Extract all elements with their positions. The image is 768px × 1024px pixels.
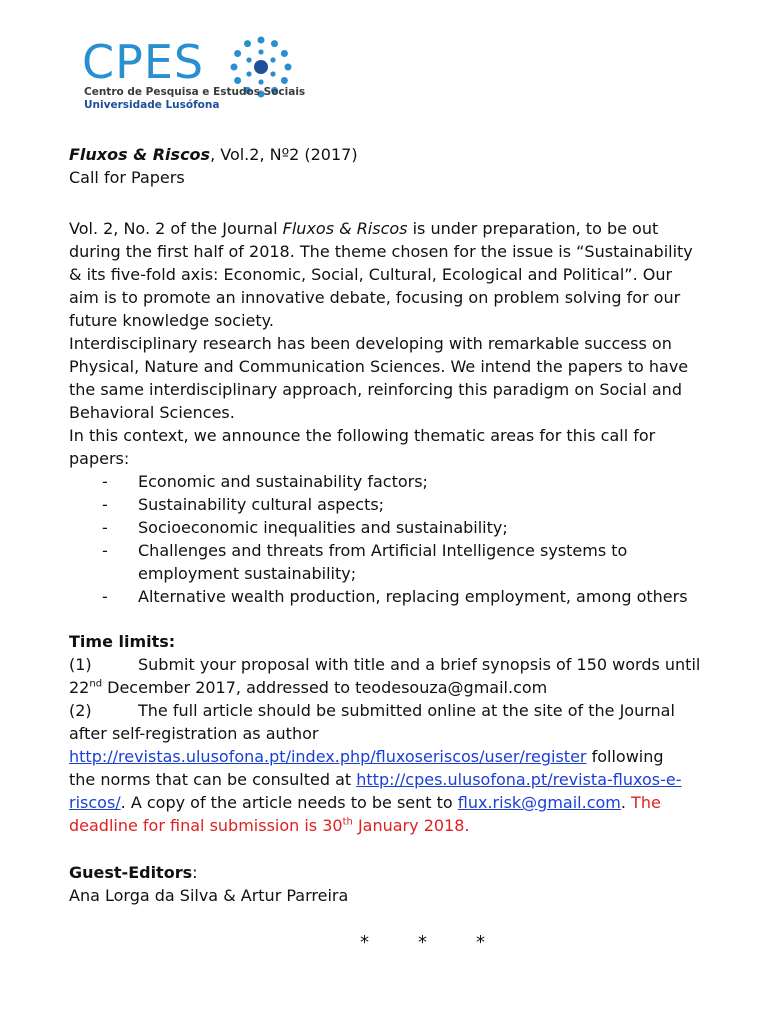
norms-link-continued[interactable]: riscos/ — [69, 793, 121, 812]
journal-title — [69, 143, 744, 166]
step-2-line: riscos/. A copy of the article needs to be sent to flux.risk@gmail.com. The — [69, 793, 661, 812]
journal-name: Fluxos & Riscos — [69, 145, 211, 164]
intro-line: future knowledge society. — [69, 311, 274, 330]
list-item: - Challenges and threats from Artificial Intelligence systems to — [102, 541, 628, 560]
step-2-line: the norms that can be consulted at http://cpes.ulusofona.pt/revista-fluxos-e- — [69, 770, 682, 789]
list-item: - Sustainability cultural aspects; — [102, 495, 385, 514]
separator-star: * — [360, 932, 369, 953]
intro-line: Vol. 2, No. 2 of the Journal Fluxos & Riscos is under preparation, to be out — [69, 219, 659, 238]
deadline-text: The — [625, 793, 661, 812]
list-item-continuation: employment sustainability; — [138, 564, 357, 583]
cpes-logo — [82, 34, 306, 124]
guest-editors-section — [69, 861, 744, 907]
intro-line: Behavioral Sciences. — [69, 403, 235, 422]
intro-body — [69, 217, 744, 608]
list-item: - Socioeconomic inequalities and sustainability; — [102, 518, 508, 537]
step-2: (2) The full article should be submitted online at the site of the Journal — [69, 701, 675, 720]
list-item: - Alternative wealth production, replacing employment, among others — [102, 587, 688, 606]
logo-university: Universidade Lusófona — [84, 99, 220, 111]
volume-info: , Vol.2, Nº2 (2017) — [210, 145, 358, 164]
email-link[interactable]: flux.risk@gmail.com — [457, 793, 621, 812]
intro-line: Physical, Nature and Communication Sciences. We intend the papers to have — [69, 357, 689, 376]
topics-list — [69, 470, 744, 608]
guest-editors-heading: Guest-Editors: — [69, 863, 198, 882]
intro-line: papers: — [69, 449, 130, 468]
deadline-line: deadline for final submission is 30th January 2018. — [69, 816, 470, 835]
intro-line: & its five-fold axis: Economic, Social, Cultural, Ecological and Political”. Our — [69, 265, 673, 284]
intro-line: In this context, we announce the following thematic areas for this call for — [69, 426, 656, 445]
step-1: (1) Submit your proposal with title and a brief synopsis of 150 words until — [69, 655, 701, 674]
logo-wordmark: CPES — [82, 35, 205, 89]
intro-line: aim is to promote an innovative debate, focusing on problem solving for our — [69, 288, 681, 307]
logo-subtitle: Centro de Pesquisa e Estudos Sociais — [84, 86, 306, 98]
section-separator — [360, 932, 534, 953]
call-for-papers-subtitle: Call for Papers — [69, 168, 185, 187]
heading-block — [69, 143, 744, 189]
guest-editors-names: Ana Lorga da Silva & Artur Parreira — [69, 886, 349, 905]
step-1-continued: 22nd December 2017, addressed to teodesouza@gmail.com — [69, 678, 548, 697]
separator-star: * — [418, 932, 427, 953]
list-item: - Economic and sustainability factors; — [102, 472, 428, 491]
time-limits-heading: Time limits: — [69, 632, 176, 651]
norms-link[interactable]: http://cpes.ulusofona.pt/revista-fluxos-e- — [356, 770, 682, 789]
register-link[interactable]: http://revistas.ulusofona.pt/index.php/fluxoseriscos/user/register — [69, 747, 587, 766]
time-limits-section — [69, 630, 744, 837]
intro-line: the same interdisciplinary approach, reinforcing this paradigm on Social and — [69, 380, 682, 399]
intro-line: Interdisciplinary research has been developing with remarkable success on — [69, 334, 672, 353]
step-2-line: after self-registration as author — [69, 724, 319, 743]
intro-line: during the first half of 2018. The theme chosen for the issue is “Sustainability — [69, 242, 693, 261]
separator-star: * — [476, 932, 485, 953]
step-2-line: http://revistas.ulusofona.pt/index.php/fluxoseriscos/user/register following — [69, 747, 664, 766]
